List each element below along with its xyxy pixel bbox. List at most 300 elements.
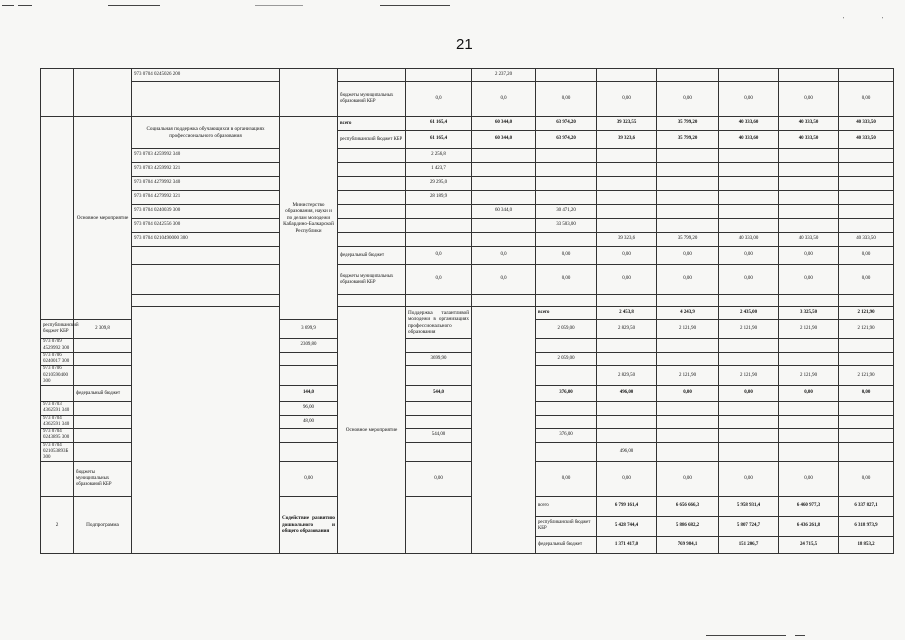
- value-cell: [719, 219, 779, 233]
- value-cell: [597, 295, 657, 307]
- value-cell: 0,00: [839, 386, 894, 402]
- code-cell: 973 0709 4529992 300: [41, 339, 74, 353]
- source-label-republic: республиканский бюджет КБР: [338, 131, 406, 149]
- executor-name: Министерство образования, науки и по делам молодежи Кабардино-Балкарской Республики: [280, 117, 338, 320]
- code-cell: 973 0704 0245026 200: [132, 69, 280, 82]
- value-cell: [657, 339, 719, 353]
- value-cell: [597, 163, 657, 177]
- value-cell: 2 435,00: [719, 307, 779, 320]
- value-cell: [406, 415, 472, 429]
- value-cell: [536, 191, 597, 205]
- value-cell: 2 121,90: [719, 366, 779, 386]
- value-cell: 0,0: [472, 247, 536, 265]
- value-cell: 29 295,0: [406, 177, 472, 191]
- source-cell: [74, 415, 132, 429]
- number-cell: [132, 307, 280, 554]
- value-cell: [657, 352, 719, 366]
- source-cell: [338, 149, 406, 163]
- scan-mark-top-3: [380, 5, 450, 6]
- value-cell: [536, 366, 597, 386]
- source-label-federal: федеральный бюджет: [338, 247, 406, 265]
- value-cell: [839, 352, 894, 366]
- value-cell: [719, 149, 779, 163]
- value-cell: [839, 415, 894, 429]
- value-cell: [657, 402, 719, 416]
- value-cell: [839, 149, 894, 163]
- value-cell: 5 428 744,4: [597, 516, 657, 536]
- value-cell: [472, 233, 536, 247]
- value-cell: [657, 429, 719, 443]
- value-cell: 2 121,90: [657, 366, 719, 386]
- value-cell: [406, 339, 472, 353]
- status-label: Подпрограмма: [74, 497, 132, 553]
- value-cell: 48,00: [280, 415, 338, 429]
- value-cell: [280, 442, 338, 462]
- value-cell: [839, 295, 894, 307]
- code-cell: 973 0704 0242556 300: [132, 219, 280, 233]
- code-cell: 973 0704 4279992 321: [132, 191, 280, 205]
- value-cell: [406, 205, 472, 219]
- source-cell: [338, 69, 406, 82]
- value-cell: 2 121,90: [779, 320, 839, 339]
- value-cell: 0,00: [536, 462, 597, 497]
- value-cell: 0,0: [406, 265, 472, 295]
- source-cell: [338, 219, 406, 233]
- code-cell: [41, 386, 74, 402]
- value-cell: 6 460 977,3: [779, 497, 839, 516]
- status-label: Основное мероприятие: [338, 307, 406, 554]
- budget-table-body: [41, 69, 894, 554]
- value-cell: 151 206,7: [719, 536, 779, 553]
- value-cell: 0,00: [657, 265, 719, 295]
- value-cell: [657, 177, 719, 191]
- scan-mark-top-left-2: [18, 5, 32, 6]
- source-row-municipal: [41, 265, 894, 295]
- value-cell: 63 974,20: [536, 131, 597, 149]
- value-cell: [536, 339, 597, 353]
- value-cell: 496,00: [597, 386, 657, 402]
- value-cell: [472, 295, 536, 307]
- value-cell: 60 344,0: [472, 117, 536, 131]
- value-cell: 35 799,20: [657, 131, 719, 149]
- value-cell: [657, 295, 719, 307]
- value-cell: 40 333,50: [779, 233, 839, 247]
- value-cell: 2 121,90: [839, 366, 894, 386]
- value-cell: [536, 233, 597, 247]
- spacer-row: [41, 295, 894, 307]
- value-cell: [839, 205, 894, 219]
- source-cell: [338, 191, 406, 205]
- source-cell: [338, 163, 406, 177]
- source-label-municipal: бюджеты муниципальных образований КБР: [74, 462, 132, 497]
- code-row: [41, 191, 894, 205]
- value-cell: 0,00: [657, 82, 719, 117]
- value-cell: 0,00: [280, 462, 338, 497]
- value-cell: [779, 429, 839, 443]
- value-cell: 2 059,00: [536, 320, 597, 339]
- value-cell: [406, 366, 472, 386]
- value-cell: 2 121,90: [657, 320, 719, 339]
- value-cell: [839, 191, 894, 205]
- value-cell: [536, 415, 597, 429]
- value-cell: 6 318 973,9: [839, 516, 894, 536]
- value-cell: [406, 295, 472, 307]
- value-cell: 0,00: [779, 265, 839, 295]
- value-cell: 24 715,5: [779, 536, 839, 553]
- source-cell: [338, 205, 406, 219]
- value-cell: 5 886 682,2: [657, 516, 719, 536]
- value-cell: 39 323,55: [597, 117, 657, 131]
- value-cell: 0,00: [406, 462, 472, 497]
- code-cell: 973 0704 021053893Б 300: [41, 442, 74, 462]
- code-cell: 973 0706 0240017 300: [41, 352, 74, 366]
- code-cell: [132, 295, 280, 307]
- value-cell: [406, 233, 472, 247]
- value-cell: 2 059,00: [536, 352, 597, 366]
- value-cell: 5 807 724,7: [719, 516, 779, 536]
- value-cell: [779, 352, 839, 366]
- value-cell: 6 337 827,1: [839, 497, 894, 516]
- value-cell: 0,00: [779, 247, 839, 265]
- code-row: [41, 163, 894, 177]
- value-cell: [536, 177, 597, 191]
- value-cell: [406, 219, 472, 233]
- source-cell: [74, 442, 132, 462]
- value-cell: [779, 205, 839, 219]
- value-cell: 39 323,6: [597, 131, 657, 149]
- value-cell: 0,0: [406, 247, 472, 265]
- executor-cell: [406, 497, 472, 553]
- source-cell: [74, 339, 132, 353]
- source-label-republic: республиканский бюджет КБР: [41, 320, 74, 339]
- value-cell: [657, 191, 719, 205]
- value-cell: 0,00: [779, 82, 839, 117]
- value-cell: [719, 352, 779, 366]
- value-cell: [472, 149, 536, 163]
- value-cell: [597, 219, 657, 233]
- value-cell: [472, 191, 536, 205]
- value-cell: 60 344,0: [472, 131, 536, 149]
- value-cell: [472, 177, 536, 191]
- code-row: [41, 219, 894, 233]
- value-cell: [779, 415, 839, 429]
- source-label-republic: республиканский бюджет КБР: [536, 516, 597, 536]
- value-cell: [839, 442, 894, 462]
- value-cell: [472, 219, 536, 233]
- value-cell: [839, 177, 894, 191]
- value-cell: [719, 402, 779, 416]
- code-cell: 973 0703 4259992 321: [132, 163, 280, 177]
- value-cell: [779, 177, 839, 191]
- scan-mark-bottom-2: [795, 635, 805, 636]
- value-cell: 3 699,9: [280, 320, 338, 339]
- value-cell: 2 121,90: [839, 307, 894, 320]
- value-cell: 60 344,0: [472, 205, 536, 219]
- value-cell: [536, 402, 597, 416]
- value-cell: 1 423,7: [406, 163, 472, 177]
- value-cell: [657, 219, 719, 233]
- scan-mark-top-1: [108, 5, 160, 6]
- value-cell: [719, 163, 779, 177]
- value-cell: [719, 415, 779, 429]
- code-row: [41, 177, 894, 191]
- status-cell: [74, 69, 132, 117]
- value-cell: 0,00: [597, 462, 657, 497]
- value-cell: 40 333,50: [779, 131, 839, 149]
- code-row: [41, 233, 894, 247]
- source-cell: [74, 366, 132, 386]
- value-cell: 6 656 666,3: [657, 497, 719, 516]
- value-cell: 2 237,20: [472, 69, 536, 82]
- value-cell: [597, 352, 657, 366]
- value-cell: [536, 149, 597, 163]
- source-label-total: всего: [536, 497, 597, 516]
- code-cell: 973 0704 0210490000 300: [132, 233, 280, 247]
- value-cell: 0,00: [779, 386, 839, 402]
- corner-marks: ʹ ʹ: [843, 17, 902, 23]
- code-row: [41, 205, 894, 219]
- value-cell: 0,00: [779, 462, 839, 497]
- value-cell: 0,00: [839, 82, 894, 117]
- value-cell: [472, 163, 536, 177]
- value-cell: [536, 442, 597, 462]
- event-name: Поддержка талантливой молодежи в организациях профессионального образования: [406, 307, 472, 339]
- value-cell: [779, 163, 839, 177]
- value-cell: 2 121,90: [779, 366, 839, 386]
- value-cell: 0,00: [536, 265, 597, 295]
- value-cell: [839, 69, 894, 82]
- code-cell: 973 0706 0210590400 300: [41, 366, 74, 386]
- value-cell: 2 121,90: [839, 320, 894, 339]
- value-cell: 63 974,20: [536, 117, 597, 131]
- value-cell: 18 853,2: [839, 536, 894, 553]
- value-cell: 35 799,20: [657, 117, 719, 131]
- scan-mark-top-left: [2, 5, 14, 6]
- source-cell: [338, 177, 406, 191]
- value-cell: [406, 402, 472, 416]
- value-cell: 6 799 161,4: [597, 497, 657, 516]
- value-cell: [536, 295, 597, 307]
- value-cell: 376,00: [536, 429, 597, 443]
- value-cell: 40 333,50: [839, 233, 894, 247]
- subprogram-number: 2: [41, 497, 74, 553]
- value-cell: 0,00: [719, 247, 779, 265]
- value-cell: [280, 352, 338, 366]
- status-label: Основное мероприятие: [74, 117, 132, 320]
- number-cell: [41, 117, 74, 320]
- value-cell: 0,00: [597, 82, 657, 117]
- value-cell: 2 121,90: [719, 320, 779, 339]
- subprogram-name: Содействие развитию дошкольного и общего образования: [280, 497, 338, 553]
- value-cell: [779, 69, 839, 82]
- value-cell: [719, 205, 779, 219]
- source-cell: [338, 295, 406, 307]
- value-cell: 0,00: [536, 247, 597, 265]
- value-cell: 0,00: [719, 265, 779, 295]
- value-cell: 61 165,4: [406, 131, 472, 149]
- scan-mark-top-2: [255, 5, 303, 6]
- value-cell: 96,00: [280, 402, 338, 416]
- value-cell: 496,00: [597, 442, 657, 462]
- source-cell: [74, 352, 132, 366]
- value-cell: [779, 339, 839, 353]
- value-cell: 0,00: [839, 462, 894, 497]
- value-cell: 40 333,60: [719, 131, 779, 149]
- value-cell: 40 333,60: [719, 117, 779, 131]
- value-cell: 2309,80: [280, 339, 338, 353]
- value-cell: 40 333,50: [779, 117, 839, 131]
- source-label-municipal: бюджеты муниципальных образований КБР: [338, 265, 406, 295]
- code-row: [41, 69, 894, 82]
- value-cell: 0,0: [406, 82, 472, 117]
- value-cell: [657, 149, 719, 163]
- value-cell: 0,00: [597, 247, 657, 265]
- value-cell: [280, 429, 338, 443]
- value-cell: 0,00: [597, 265, 657, 295]
- source-label-federal: федеральный бюджет: [536, 536, 597, 553]
- value-cell: 144,0: [280, 386, 338, 402]
- source-label-municipal: бюджеты муниципальных образований КБР: [338, 82, 406, 117]
- value-cell: 1 371 417,0: [597, 536, 657, 553]
- value-cell: 769 984,1: [657, 536, 719, 553]
- value-cell: [597, 191, 657, 205]
- value-cell: 2 309,8: [74, 320, 132, 339]
- value-cell: 0,00: [657, 386, 719, 402]
- source-label-total: всего: [536, 307, 597, 320]
- number-cell: [41, 69, 74, 117]
- value-cell: [597, 177, 657, 191]
- event-name: Социальная поддержка обучающихся в организациях профессионального образования: [132, 117, 280, 149]
- value-cell: [719, 69, 779, 82]
- value-cell: [779, 295, 839, 307]
- value-cell: 0,00: [839, 247, 894, 265]
- value-cell: 0,00: [719, 386, 779, 402]
- value-cell: [839, 219, 894, 233]
- value-cell: [597, 429, 657, 443]
- source-row-total: [41, 117, 894, 131]
- code-row: [41, 149, 894, 163]
- value-cell: [779, 149, 839, 163]
- value-cell: 2 829,50: [597, 320, 657, 339]
- value-cell: 3699,90: [406, 352, 472, 366]
- executor-cell: [280, 69, 338, 117]
- value-cell: [779, 191, 839, 205]
- source-cell: [338, 233, 406, 247]
- code-cell: 973 0704 4362591 340: [41, 415, 74, 429]
- value-cell: 40 333,50: [839, 117, 894, 131]
- value-cell: [719, 295, 779, 307]
- value-cell: [719, 191, 779, 205]
- value-cell: 544,0: [406, 386, 472, 402]
- value-cell: 0,00: [719, 462, 779, 497]
- budget-table: [40, 68, 894, 554]
- value-cell: 0,0: [472, 265, 536, 295]
- value-cell: 61 165,4: [406, 117, 472, 131]
- value-cell: [779, 219, 839, 233]
- value-cell: [657, 205, 719, 219]
- value-cell: [719, 177, 779, 191]
- source-cell: [74, 429, 132, 443]
- value-cell: 40 333,50: [839, 131, 894, 149]
- value-cell: 0,00: [719, 82, 779, 117]
- value-cell: 2 453,8: [597, 307, 657, 320]
- source-row-municipal: [41, 82, 894, 117]
- source-label-total: всего: [338, 117, 406, 131]
- code-cell: [132, 82, 280, 117]
- value-cell: [657, 415, 719, 429]
- value-cell: 5 958 931,4: [719, 497, 779, 516]
- code-cell: 973 0703 4362591 340: [41, 402, 74, 416]
- value-cell: [597, 69, 657, 82]
- value-cell: 0,00: [536, 82, 597, 117]
- code-cell: [132, 247, 280, 265]
- value-cell: [536, 163, 597, 177]
- value-cell: [779, 442, 839, 462]
- value-cell: 4 243,9: [657, 307, 719, 320]
- value-cell: [406, 69, 472, 82]
- value-cell: [839, 429, 894, 443]
- value-cell: [536, 69, 597, 82]
- code-cell: [41, 462, 74, 497]
- value-cell: 6 436 261,8: [779, 516, 839, 536]
- code-cell: 973 0704 4279992 340: [132, 177, 280, 191]
- value-cell: 0,00: [839, 265, 894, 295]
- executor-cell: [472, 307, 536, 554]
- value-cell: 28 189,9: [406, 191, 472, 205]
- value-cell: [597, 205, 657, 219]
- value-cell: 376,00: [536, 386, 597, 402]
- value-cell: 544,00: [406, 429, 472, 443]
- value-cell: 0,00: [657, 462, 719, 497]
- value-cell: 0,0: [472, 82, 536, 117]
- value-cell: [657, 69, 719, 82]
- value-cell: 33 503,00: [536, 219, 597, 233]
- value-cell: [839, 339, 894, 353]
- value-cell: 40 333,00: [719, 233, 779, 247]
- source-label-federal: федеральный бюджет: [74, 386, 132, 402]
- value-cell: [719, 442, 779, 462]
- value-cell: 0,00: [657, 247, 719, 265]
- code-cell: 973 0704 0240039 300: [132, 205, 280, 219]
- value-cell: [839, 402, 894, 416]
- source-row-federal: [41, 247, 894, 265]
- value-cell: [719, 339, 779, 353]
- value-cell: [597, 339, 657, 353]
- value-cell: [597, 149, 657, 163]
- value-cell: [719, 429, 779, 443]
- value-cell: 39 323,6: [597, 233, 657, 247]
- value-cell: [657, 442, 719, 462]
- value-cell: 2 829,50: [597, 366, 657, 386]
- source-row-total: [41, 307, 894, 320]
- scan-mark-bottom: [706, 635, 786, 636]
- value-cell: 2 256,8: [406, 149, 472, 163]
- value-cell: 35 799,20: [657, 233, 719, 247]
- value-cell: [280, 366, 338, 386]
- value-cell: [406, 442, 472, 462]
- code-cell: 973 0703 4259992 340: [132, 149, 280, 163]
- value-cell: 30 471,20: [536, 205, 597, 219]
- value-cell: [597, 415, 657, 429]
- value-cell: [839, 163, 894, 177]
- value-cell: [657, 163, 719, 177]
- value-cell: 3 325,50: [779, 307, 839, 320]
- value-cell: [597, 402, 657, 416]
- page-number: 21: [456, 36, 473, 53]
- code-cell: 973 0704 0243895 300: [41, 429, 74, 443]
- value-cell: [779, 402, 839, 416]
- source-cell: [74, 402, 132, 416]
